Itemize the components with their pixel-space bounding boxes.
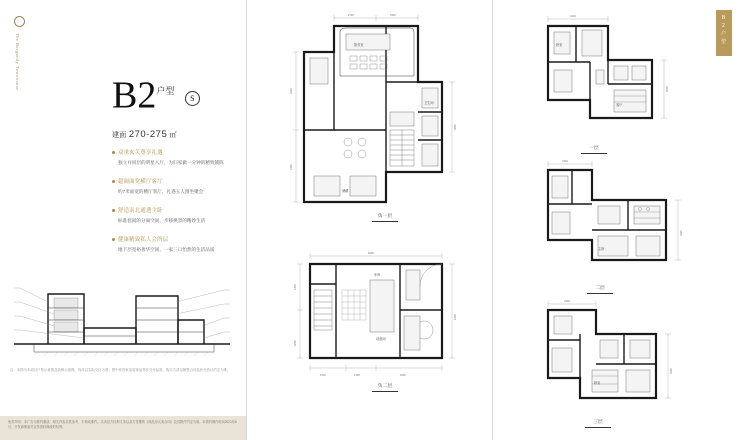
- feature-head: 健康精致私人会所层: [118, 237, 169, 243]
- plan-caption: [372, 212, 398, 222]
- plan-caption: [585, 418, 611, 428]
- bullet-icon: [112, 209, 115, 212]
- area-line: [112, 129, 200, 140]
- caption-rule: [581, 153, 607, 154]
- caption-rule: [587, 293, 613, 294]
- svg-text:3400: 3400: [670, 368, 673, 374]
- plan-caption: [372, 382, 398, 392]
- plan-caption-text: 负一层: [377, 214, 393, 219]
- ribbon-line: 户: [720, 31, 727, 37]
- svg-text:3300: 3300: [564, 300, 570, 303]
- ribbon-line: B: [721, 15, 727, 21]
- middle-panel: [246, 0, 492, 440]
- plan-floor1: [536, 14, 686, 154]
- plan-caption: [581, 144, 607, 154]
- bullet-icon: [112, 151, 115, 154]
- left-panel: [0, 0, 246, 440]
- logo-circle-icon: [14, 16, 25, 27]
- plan-caption: [587, 284, 613, 294]
- title-badge: S: [185, 91, 200, 106]
- svg-text:车库: 车库: [374, 273, 381, 277]
- feature-list: [112, 148, 230, 264]
- svg-text:2400: 2400: [454, 314, 457, 320]
- area-unit: ㎡: [169, 131, 177, 139]
- side-ribbon: [716, 10, 732, 56]
- svg-text:3000: 3000: [294, 340, 297, 346]
- svg-text:2400: 2400: [294, 284, 297, 290]
- feature-head: 双重玄关尊享礼遇: [118, 150, 163, 156]
- caption-rule: [585, 427, 611, 428]
- plan-caption-text: 负二层: [377, 384, 393, 389]
- svg-text:3200: 3200: [680, 230, 683, 236]
- svg-text:卧室: 卧室: [556, 43, 563, 47]
- svg-text:卫生间: 卫生间: [424, 101, 434, 105]
- brand-logo: [14, 16, 44, 93]
- caption-rule: [372, 391, 398, 392]
- plan-floor3: [536, 300, 696, 432]
- svg-text:1500: 1500: [320, 374, 326, 377]
- disclaimer-text: 免责声明：本广告为要约邀请，相关内容仅供参考，不构成要约。买卖双方权利义务以双方签署的《商品房买卖合同》及其附件约定为准。本资料制作时间2021年6月，开发商保留对宣传资料修改的权利。: [8, 420, 237, 429]
- feature-item: [112, 177, 230, 195]
- plan-floor2: [536, 160, 696, 294]
- feature-item: [112, 206, 230, 224]
- feature-head: 超阔面宽横厅客厅: [118, 179, 163, 185]
- plan-basement: [290, 12, 480, 227]
- svg-text:客厅: 客厅: [616, 103, 623, 107]
- area-value: 270-275: [128, 128, 168, 140]
- ribbon-line: 型: [720, 39, 727, 45]
- feature-head: 舒适南北通透主卧: [118, 208, 163, 214]
- feature-body: 独立并同层的明星入厅，为归家做一分钟的精致铺陈: [118, 160, 224, 165]
- page-title: [112, 72, 200, 115]
- logo-text: The Burgundy Townhouse: [15, 33, 20, 91]
- disclaimer-bar: [0, 416, 246, 440]
- plan-caption-text: 二层: [595, 286, 605, 291]
- title-name: B2: [112, 74, 157, 117]
- svg-text:3200: 3200: [400, 374, 406, 377]
- building-elevation-drawing: [8, 272, 236, 364]
- elevation-note: 注：本图为本项目户型示意图及装修示意图，具体以实际交付为准；图中家具家电装饰品等非交付标准，购买方请以销售合同及补充协议约定为准。: [10, 368, 231, 372]
- bullet-icon: [112, 238, 115, 241]
- feature-body: 约7米面宽的横厅客厅，礼遇五人围坐聚会: [118, 189, 204, 194]
- svg-text:储藏: 储藏: [342, 189, 349, 193]
- plan-caption-text: 三层: [593, 420, 603, 425]
- svg-text:主卧: 主卧: [598, 247, 605, 251]
- svg-text:设备间: 设备间: [376, 337, 386, 341]
- svg-text:影音室: 影音室: [354, 43, 364, 47]
- svg-text:1300: 1300: [354, 374, 360, 377]
- svg-text:6000: 6000: [368, 252, 374, 255]
- right-panel: [492, 0, 740, 440]
- svg-text:4200: 4200: [570, 15, 576, 18]
- svg-text:3600: 3600: [454, 124, 457, 130]
- feature-body: 标准套间的分离空间，步移换景的精妙生活: [118, 218, 206, 223]
- ribbon-line: 2: [722, 23, 726, 29]
- plan-basement2: [290, 250, 480, 410]
- feature-item: [112, 148, 230, 166]
- svg-text:2700: 2700: [348, 14, 354, 17]
- svg-text:卧室: 卧室: [594, 381, 601, 385]
- svg-text:3000: 3000: [666, 86, 669, 92]
- area-prefix: 建面: [112, 131, 127, 139]
- feature-body: 地下层宽裕奢华空间，一家三口怡然的生活品质: [118, 247, 215, 252]
- feature-item: [112, 235, 230, 253]
- title-block: [112, 72, 200, 140]
- svg-text:3300: 3300: [562, 160, 568, 163]
- svg-text:3200: 3200: [290, 88, 293, 94]
- title-superscript: 户型: [156, 86, 175, 96]
- svg-text:2100: 2100: [290, 164, 293, 170]
- svg-text:3300: 3300: [390, 14, 396, 17]
- plan-caption-text: 一层: [589, 146, 599, 151]
- bullet-icon: [112, 180, 115, 183]
- caption-rule: [372, 221, 398, 222]
